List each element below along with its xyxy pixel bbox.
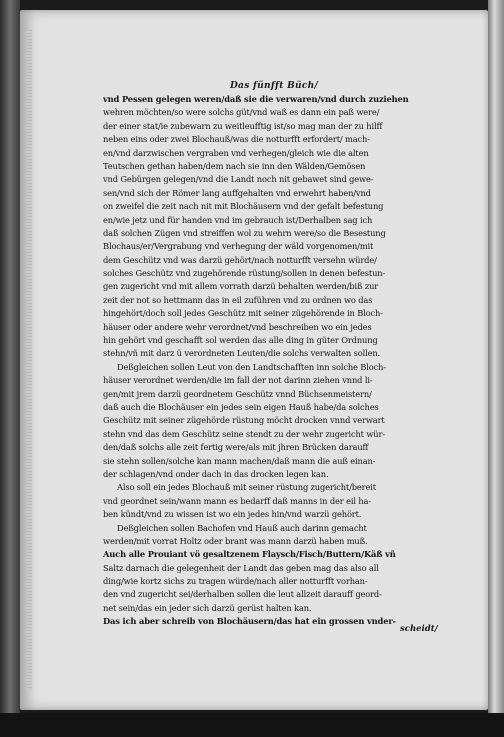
text-line: werden/mit vorrat Holtz oder brant was mann darzü haben muß. (103, 535, 368, 546)
text-line: en/wie jetz und für handen vnd im gebrauch ist/Derhalben sag ich (103, 214, 373, 225)
text-line: der einer stat/ie zubewarn zu weitleufftig ist/so mag man der zu hilff (103, 120, 383, 131)
text-line: en/vnd darzwischen vergraben vnd verhegen/gleich wie die alten (103, 147, 369, 158)
text-line: stehn vnd das dem Geschütz seine stendt zu der wehr zugericht wür- (103, 428, 385, 439)
catchword: scheidt/ (400, 624, 438, 634)
text-line: Teutschen gethan haben/dem nach sie inn den Wälden/Gemösen (103, 160, 366, 171)
text-line: Geschütz mit seiner zügehörde rüstung möcht drocken vnnd verwart (103, 415, 385, 426)
text-line: Saltz darnach die gelegenheit der Landt das geben mag das also all (103, 562, 379, 573)
scan-bottom-border (0, 713, 504, 737)
text-line: Auch alle Prouiant vö gesaltzenem Flaysch/Fisch/Buttern/Käß vñ (103, 549, 396, 560)
text-line: dem Geschütz vnd was darzü gehört/nach notturfft versehn würde/ (103, 254, 377, 265)
text-line: Deßgleichen sollen Leut von den Landtschafften inn solche Bloch- (117, 361, 386, 372)
page-edge-strip (26, 30, 32, 690)
text-line: sen/vnd sich der Römer lang auffgehalten vnd erwehrt haben/vnd (103, 187, 371, 198)
text-line: hin gehört vnd geschafft sol werden das alle ding in güter Ordnung (103, 335, 378, 346)
text-line: häuser verordnet werden/die im fall der not darinn ziehen vnnd li- (103, 375, 373, 386)
text-line: solches Geschütz vnd zugehörende rüstung/sollen in denen befestun- (103, 268, 386, 279)
text-line: daß solchen Zügen vnd streiffen wol zu wehrn were/so die Besestung (103, 227, 386, 238)
text-line: wehren möchten/so were solchs güt/vnd waß es dann ein paß were/ (103, 107, 380, 118)
text-line: zeit der not so hettmann das in eil zuführen vnd zu ordnen wo das (103, 294, 373, 305)
body-text (103, 93, 431, 629)
running-head: Das fünfft Büch/ (229, 81, 319, 91)
text-line: gen/mit jrem darzü geordnetem Geschütz vnnd Büchsenmeistern/ (103, 388, 372, 399)
text-line: Deßgleichen sollen Bachofen vnd Hauß auch darinn gemacht (117, 522, 367, 533)
text-line: gen zugericht vnd mit allem vorrath darzü behalten werden/biß zur (103, 281, 379, 292)
text-line: ding/wie kortz sichs zu tragen würde/nach aller notturfft vorhan- (103, 576, 368, 587)
text-line: hingehört/doch soll jedes Geschütz mit seiner zügehörende in Bloch- (103, 308, 383, 319)
text-line: häuser oder andere wehr verordnet/vnd beschreiben wo ein jedes (103, 321, 372, 332)
text-line: vnd geordnet sein/wann mann es bedarff daß manns in der eil ha- (103, 495, 371, 506)
text-line: stehn/vñ mit darz ü verordneten Leuten/die solchs verwalten sollen. (103, 348, 381, 359)
text-line: vnd Pessen gelegen weren/daß sie die verwaren/vnd durch zuziehen (103, 94, 409, 104)
text-line: vnd Gebürgen gelegen/vnd die Landt noch nit gebawet sind gewe- (103, 174, 374, 185)
text-line: neben eins oder zwei Blochauß/was die notturfft erfordert/ mach- (103, 134, 370, 145)
text-line: Also soll ein jedes Blochauß mit seiner rüstung zugericht/bereit (117, 482, 376, 493)
book-gutter (0, 0, 20, 737)
text-line: ben kündt/vnd zu wissen ist wo ein jedes hin/vnd warzü gehört. (103, 509, 362, 520)
text-line: net sein/das ein jeder sich darzü gerüst halten kan. (103, 602, 312, 613)
text-line: daß auch die Blochäuser ein jedes sein eigen Hauß habe/da solches (103, 401, 379, 412)
text-line: den/daß solchs alle zeit fertig were/als mit jhren Brücken darauff (103, 442, 369, 453)
text-line: sie stehn sollen/solche kan mann machen/daß mann die auß einan- (103, 455, 376, 466)
text-line: Blochaus/er/Vergrabung vnd verhegung der wäld vorgenomen/mit (103, 241, 374, 252)
page-fore-edge (488, 0, 504, 737)
text-line: den vnd zugericht sei/derhalben sollen die leut allzeit darauff geord- (103, 589, 382, 600)
text-line: der schlagen/vnd onder dach in das drocken legen kan. (103, 468, 329, 479)
text-line: Das ich aber schreib von Blochäusern/das hat ein grossen vnder- (103, 616, 396, 627)
text-line: on zweifel die zeit nach nit mit Blochäusern vnd der gefalt befestung (103, 201, 384, 212)
